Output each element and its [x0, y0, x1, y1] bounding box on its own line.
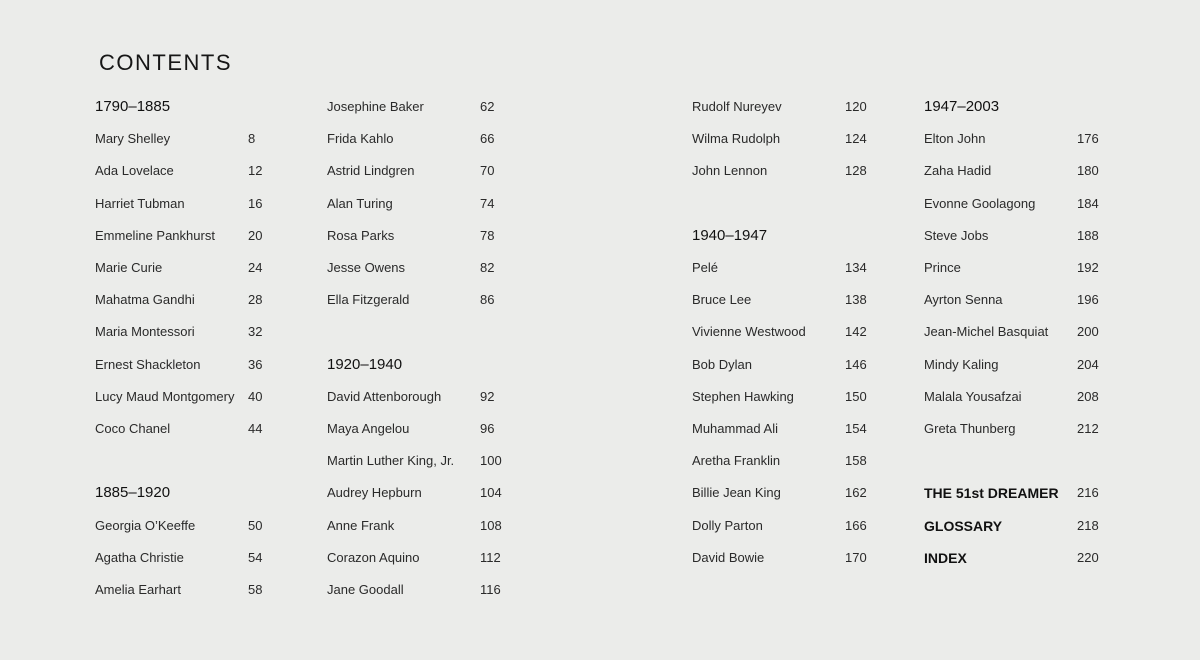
entry-name: Vivienne Westwood: [692, 324, 806, 340]
entry-name: Zaha Hadid: [924, 163, 992, 179]
toc-entry: [692, 320, 872, 344]
entry-name: Jean-Michel Basquiat: [924, 324, 1049, 340]
entry-page-number: 120: [845, 99, 867, 114]
entry-name: Ada Lovelace: [95, 163, 174, 179]
entry-name: Malala Yousafzai: [924, 388, 1022, 404]
entry-page-number: 170: [845, 549, 867, 565]
toc-entry: [924, 256, 1104, 280]
toc-entry: [924, 353, 1104, 377]
toc-entry: [692, 481, 872, 505]
entry-page-number: 176: [1077, 131, 1099, 147]
entry-name: Audrey Hepburn: [327, 485, 422, 501]
entry-page-number: 196: [1077, 292, 1099, 308]
toc-entry: [692, 449, 872, 473]
entry-page-number: 20: [248, 227, 263, 243]
entry-name: Rudolf Nureyev: [692, 99, 782, 114]
entry-name: Martin Luther King, Jr.: [327, 453, 455, 469]
entry-page-number: 66: [480, 131, 495, 147]
toc-entry: [95, 546, 275, 570]
entry-name: Harriet Tubman: [95, 195, 185, 211]
entry-page-number: 192: [1077, 260, 1099, 275]
toc-entry: [95, 417, 275, 441]
entry-page-number: 12: [248, 163, 263, 179]
entry-page-number: 32: [248, 324, 263, 340]
entry-name: Amelia Earhart: [95, 582, 181, 597]
page-title: CONTENTS: [99, 50, 232, 75]
toc-entry: [924, 514, 1104, 538]
entry-name: Coco Chanel: [95, 421, 171, 436]
toc-entry: [327, 192, 507, 216]
entry-name: Dolly Parton: [692, 517, 763, 533]
entry-name: Mary Shelley: [95, 131, 171, 147]
entry-page-number: 28: [248, 292, 263, 308]
entry-name: Maya Angelou: [327, 421, 410, 436]
entry-name: Alan Turing: [327, 195, 393, 211]
section-heading-label: 1885–1920: [95, 484, 171, 502]
toc-entry: [327, 385, 507, 409]
entry-name: Corazon Aquino: [327, 549, 420, 565]
toc-entry: [924, 224, 1104, 248]
toc-entry: [692, 127, 872, 151]
toc-entry: [692, 385, 872, 409]
toc-entry: [327, 514, 507, 538]
toc-entry: [327, 159, 507, 183]
entry-name: Evonne Goolagong: [924, 195, 1036, 211]
toc-entry: [327, 288, 507, 312]
entry-name: Georgia O’Keeffe: [95, 517, 196, 533]
entry-name: Ernest Shackleton: [95, 356, 201, 372]
entry-name: Lucy Maud Montgomery: [95, 388, 235, 404]
entry-name: Rosa Parks: [327, 227, 395, 243]
toc-entry: [327, 546, 507, 570]
entry-page-number: 104: [480, 485, 502, 501]
entry-page-number: 78: [480, 227, 495, 243]
toc-entry: [95, 514, 275, 538]
section-heading: [692, 224, 872, 248]
entry-page-number: 208: [1077, 388, 1099, 404]
entry-page-number: 108: [480, 517, 502, 533]
entry-page-number: 92: [480, 388, 495, 404]
entry-page-number: 150: [845, 388, 867, 404]
toc-entry: [692, 546, 872, 570]
entry-name: Ella Fitzgerald: [327, 292, 410, 308]
entry-name: Stephen Hawking: [692, 388, 794, 404]
entry-name: INDEX: [924, 549, 967, 566]
toc-entry: [327, 127, 507, 151]
entry-page-number: 100: [480, 453, 502, 469]
toc-entry: [692, 514, 872, 538]
toc-entry: [692, 159, 872, 183]
entry-page-number: 112: [480, 549, 501, 565]
entry-page-number: 116: [480, 582, 501, 597]
entry-page-number: 134: [845, 260, 867, 275]
entry-page-number: 8: [248, 131, 256, 147]
toc-entry: [95, 578, 275, 602]
toc-entry: [692, 95, 872, 119]
entry-page-number: 212: [1077, 421, 1099, 436]
entry-name: Elton John: [924, 131, 986, 147]
entry-name: Greta Thunberg: [924, 421, 1016, 436]
toc-entry: [692, 288, 872, 312]
section-heading-label: 1947–2003: [924, 98, 1000, 115]
entry-page-number: 158: [845, 453, 867, 469]
entry-page-number: 82: [480, 260, 495, 275]
entry-page-number: 180: [1077, 163, 1099, 179]
entry-page-number: 166: [845, 517, 867, 533]
entry-page-number: 138: [845, 292, 867, 308]
toc-entry: [327, 417, 507, 441]
entry-name: Muhammad Ali: [692, 421, 778, 436]
section-heading: [95, 481, 275, 505]
entry-page-number: 50: [248, 517, 263, 533]
entry-name: Mahatma Gandhi: [95, 292, 195, 308]
toc-entry: [327, 578, 507, 602]
entry-page-number: 124: [845, 131, 867, 147]
entry-page-number: 188: [1077, 227, 1099, 243]
section-heading: [327, 353, 507, 377]
section-heading-label: 1940–1947: [692, 226, 768, 244]
toc-entry: [95, 353, 275, 377]
entry-page-number: 154: [845, 421, 867, 436]
entry-name: Emmeline Pankhurst: [95, 227, 215, 243]
entry-page-number: 62: [480, 99, 495, 114]
toc-entry: [924, 127, 1104, 151]
entry-page-number: 16: [248, 195, 263, 211]
entry-name: Josephine Baker: [327, 99, 424, 114]
toc-entry: [692, 353, 872, 377]
entry-name: GLOSSARY: [924, 517, 1003, 534]
entry-name: Marie Curie: [95, 260, 163, 275]
entry-name: Pelé: [692, 260, 719, 275]
toc-entry: [95, 320, 275, 344]
toc-entry: [95, 288, 275, 312]
entry-page-number: 58: [248, 582, 263, 597]
entry-name: Jesse Owens: [327, 260, 406, 275]
toc-entry: [327, 224, 507, 248]
toc-entry: [95, 256, 275, 280]
entry-page-number: 200: [1077, 324, 1099, 340]
entry-page-number: 142: [845, 324, 867, 340]
entry-page-number: 204: [1077, 356, 1099, 372]
entry-page-number: 184: [1077, 195, 1099, 211]
entry-name: Jane Goodall: [327, 582, 404, 597]
toc-entry: [95, 192, 275, 216]
entry-page-number: 146: [845, 356, 867, 372]
toc-entry: [327, 481, 507, 505]
toc-entry: [692, 417, 872, 441]
toc-entry: [924, 481, 1104, 505]
entry-page-number: 54: [248, 549, 263, 565]
entry-page-number: 36: [248, 356, 263, 372]
entry-page-number: 40: [248, 388, 263, 404]
section-heading-label: 1790–1885: [95, 98, 171, 115]
entry-name: Bob Dylan: [692, 356, 752, 372]
entry-page-number: 24: [248, 260, 263, 275]
entry-page-number: 86: [480, 292, 495, 308]
section-heading: [924, 95, 1104, 119]
entry-page-number: 74: [480, 195, 495, 211]
entry-name: Bruce Lee: [692, 292, 752, 308]
entry-name: Aretha Franklin: [692, 453, 781, 469]
toc-entry: [924, 417, 1104, 441]
entry-name: Prince: [924, 260, 961, 275]
entry-name: Mindy Kaling: [924, 356, 999, 372]
entry-name: Frida Kahlo: [327, 131, 394, 147]
section-heading-label: 1920–1940: [327, 355, 403, 373]
toc-entry: [924, 385, 1104, 409]
toc-entry: [95, 159, 275, 183]
entry-page-number: 128: [845, 163, 867, 179]
toc-entry: [924, 192, 1104, 216]
toc-entry: [924, 288, 1104, 312]
toc-entry: [924, 320, 1104, 344]
toc-entry: [327, 95, 507, 119]
entry-page-number: 70: [480, 163, 495, 179]
entry-name: Wilma Rudolph: [692, 131, 781, 147]
entry-name: Astrid Lindgren: [327, 163, 415, 179]
entry-name: David Attenborough: [327, 388, 442, 404]
toc-entry: [95, 385, 275, 409]
toc-entry: [692, 256, 872, 280]
entry-name: Ayrton Senna: [924, 292, 1003, 308]
section-heading: [95, 95, 275, 119]
entry-name: Billie Jean King: [692, 485, 781, 501]
entry-name: David Bowie: [692, 549, 765, 565]
entry-name: Anne Frank: [327, 517, 395, 533]
toc-entry: [95, 224, 275, 248]
entry-name: THE 51st DREAMER: [924, 485, 1059, 502]
entry-page-number: 218: [1077, 517, 1099, 533]
entry-page-number: 162: [845, 485, 867, 501]
entry-name: Agatha Christie: [95, 549, 184, 565]
entry-page-number: 44: [248, 421, 263, 436]
entry-page-number: 220: [1077, 549, 1099, 565]
toc-entry: [924, 159, 1104, 183]
entry-page-number: 216: [1077, 485, 1099, 501]
toc-entry: [95, 127, 275, 151]
entry-name: Maria Montessori: [95, 324, 195, 340]
entry-name: John Lennon: [692, 163, 768, 179]
toc-entry: [327, 256, 507, 280]
toc-entry: [924, 546, 1104, 570]
entry-page-number: 96: [480, 421, 495, 436]
toc-entry: [327, 449, 507, 473]
entry-name: Steve Jobs: [924, 227, 989, 243]
